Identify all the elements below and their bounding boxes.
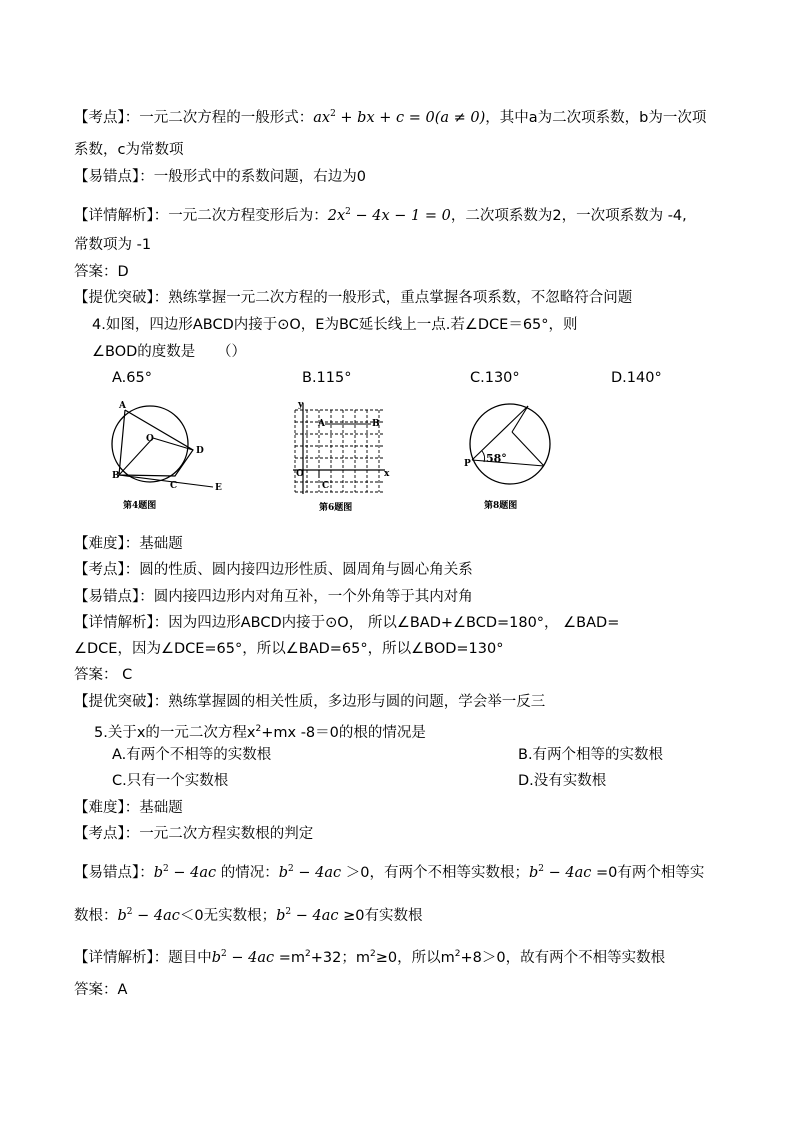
q3-tiyou-line: 【提优突破】：熟练掌握一元二次方程的一般形式，重点掌握各项系数，不忽略符合问题 [74, 290, 633, 306]
q5-option-a: A.有两个不相等的实数根 [112, 747, 272, 763]
q4-option-a: A.65° [112, 370, 152, 386]
q5-nandu-line: 【难度】：基础题 [74, 800, 183, 816]
q4-stem-line2: ∠BOD的度数是 （） [92, 344, 247, 360]
q5-kaodian-line: 【考点】：一元二次方程实数根的判定 [74, 826, 314, 842]
q4-tiyou-line: 【提优突破】：熟练掌握圆的相关性质，多边形与圆的问题，学会举一反三 [74, 694, 546, 710]
caption: 第8题图 [484, 501, 518, 511]
q3-kaodian-line2: 系数，c为常数项 [74, 142, 184, 158]
label-x: x [384, 469, 390, 479]
q4-kaodian-line: 【考点】：圆的性质、圆内接四边形性质、圆周角与圆心角关系 [74, 562, 473, 578]
q4-answer: 答案： C [74, 667, 133, 683]
label-a: A [119, 401, 126, 411]
q3-yicuo-line: 【易错点】：一般形式中的系数问题，右边为0 [74, 169, 366, 185]
q3-jiexi-line: 【详情解析】：一元二次方程变形后为：$2x^2 - 4x - 1 = 0$，二次项系数为2，一次项系数为 -4, [74, 207, 687, 224]
label-c: C [322, 481, 330, 491]
figure-4 [105, 396, 235, 518]
q4-yicuo-line: 【易错点】：圆内接四边形内对角互补，一个外角等于其内对角 [74, 589, 473, 605]
q5-yicuo-line: 【易错点】：$b^2 - 4ac$ 的情况：$b^2 - 4ac >0$，有两个不相等实数根；$b^2 - 4ac =0$有两个相等实 [74, 864, 705, 881]
q3-answer: 答案：D [74, 264, 129, 280]
label-a: A [318, 419, 325, 429]
label-y: y [298, 400, 304, 410]
caption: 第4题图 [123, 501, 157, 511]
q4-option-b: B.115° [302, 370, 352, 386]
formula: $ax^2$ + bx + c = 0(a ≠ 0) [313, 109, 486, 126]
q5-answer: 答案：A [74, 982, 128, 998]
q3-kaodian-line: 【考点】：一元二次方程的一般形式：$ax^2$ + bx + c = 0(a ≠ 0)，其中a为二次项系数，b为一次项 [74, 109, 707, 126]
figure-8 [460, 396, 560, 518]
q3-jiexi-line2: 常数项为 -1 [74, 237, 152, 253]
label-angle: 58° [486, 452, 507, 465]
q4-jiexi-line: 【详情解析】：因为四边形ABCD内接于⊙O， 所以∠BAD+∠BCD=180°， ∠BAD= [74, 615, 620, 631]
figure-6 [285, 398, 395, 518]
q5-option-b: B.有两个相等的实数根 [518, 747, 664, 763]
q4-jiexi-line2: ∠DCE，因为∠DCE=65°，所以∠BAD=65°，所以∠BOD=130° [74, 641, 504, 657]
q5-jiexi-line: 【详情解析】：题目中$b^2 - 4ac =m^2+32$；$m^2\ge 0$，所以$m^2+8>0$，故有两个不相等实数根 [74, 949, 666, 966]
label-p: P [464, 459, 471, 469]
label-o: O [146, 434, 154, 444]
q4-nandu-line: 【难度】：基础题 [74, 536, 183, 552]
label-b: B [112, 471, 120, 481]
label: 【考点】 [74, 110, 125, 126]
label-d: D [196, 446, 204, 456]
q5-option-c: C.只有一个实数根 [112, 773, 229, 789]
label-e: E [215, 483, 222, 493]
formula: $2x^2 - 4x - 1 = 0$ [327, 207, 451, 224]
q5-stem: 5.关于x的一元二次方程$x^2+mx$ -8＝0的根的情况是 [94, 724, 426, 741]
label-b: B [372, 419, 380, 429]
label-o: O [296, 469, 304, 479]
q5-option-d: D.没有实数根 [518, 773, 607, 789]
q4-stem-line1: 4.如图，四边形ABCD内接于⊙O，E为BC延长线上一点.若∠DCE＝65°，则 [92, 317, 578, 333]
q5-yicuo-line2: 数根：$b^2 - 4ac<0$无实数根；$b^2 - 4ac \ge 0$有实数根 [74, 907, 423, 924]
label-c: C [170, 481, 178, 491]
caption: 第6题图 [319, 503, 353, 513]
q4-option-c: C.130° [470, 370, 520, 386]
q4-option-d: D.140° [611, 370, 662, 386]
